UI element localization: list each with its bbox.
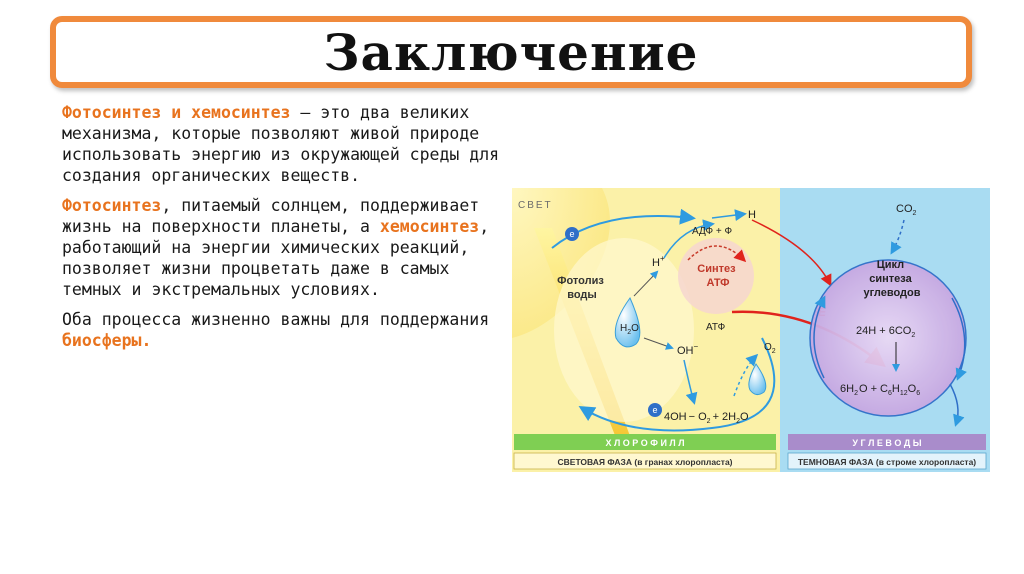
photosynthesis-diagram [512, 188, 990, 472]
water-label: $H_2O$ [620, 323, 639, 336]
paragraph-1 [62, 102, 517, 186]
glucose-reaction: $6H_2O + C_6H_{12}O_6$ [840, 383, 921, 397]
cycle-label: Цикл синтеза углеводов [863, 259, 921, 299]
carbohydrates-label: У Г Л Е В О Д Ы [852, 438, 922, 448]
light-phase-caption: СВЕТОВАЯ ФАЗА (в гранах хлоропласта) [557, 457, 733, 467]
highlight-biosphere: биосферы. [62, 331, 152, 350]
highlight-chemosynthesis: хемосинтез [379, 217, 480, 236]
atp-synthesis-label: Синтез АТФ [697, 263, 736, 289]
svg-text:е: е [569, 229, 575, 239]
electron-badge-top [565, 227, 579, 241]
co2-label: $CO_2$ [896, 203, 917, 217]
paragraph-2-text-a: , питаемый солнцем, поддерживает жизнь на поверхности планеты, а [62, 196, 480, 236]
paragraph-2-text-b: , работающий на энергии химических реакций, позволяет жизни процветать даже в самых темных и экстремальных условиях. [62, 217, 490, 299]
page-title: Заключение [323, 22, 699, 82]
hydroxide-label: OH− [677, 342, 699, 357]
highlight-photosynthesis: Фотосинтез [62, 196, 162, 215]
highlight-photo-chemo: Фотосинтез и хемосинтез [62, 103, 291, 122]
proton-label: H+ [652, 254, 665, 269]
paragraph-2 [62, 195, 517, 300]
body-text [62, 102, 517, 360]
paragraph-3 [62, 309, 517, 351]
title-box [50, 16, 972, 88]
chlorophyll-label: Х Л О Р О Ф И Л Л [605, 438, 685, 448]
photolysis-label: Фотолиз воды [557, 275, 604, 301]
cycle-reaction: $24H + 6CO_2$ [856, 325, 916, 339]
adp-label: АДФ + Ф [692, 226, 733, 237]
oxygen-label: $O_2$ [764, 342, 776, 355]
atp-synthesis-zone [678, 238, 754, 314]
paragraph-3-text: Оба процесса жизненно важны для поддержания [62, 310, 490, 329]
light-label: СВЕТ [518, 200, 553, 211]
water-oxidation-reaction: $4OH - O_2 + 2H_2O$ [664, 411, 749, 425]
paragraph-1-text: – это два великих механизма, которые позволяют живой природе использовать энергию из окружающей среды для создания органических веществ. [62, 103, 500, 185]
atp-label: АТФ [706, 322, 726, 333]
svg-text:е: е [652, 405, 658, 415]
electron-badge-bottom [648, 403, 662, 417]
h-label: H [748, 209, 756, 221]
dark-phase-caption: ТЕМНОВАЯ ФАЗА (в строме хлоропласта) [797, 457, 977, 467]
